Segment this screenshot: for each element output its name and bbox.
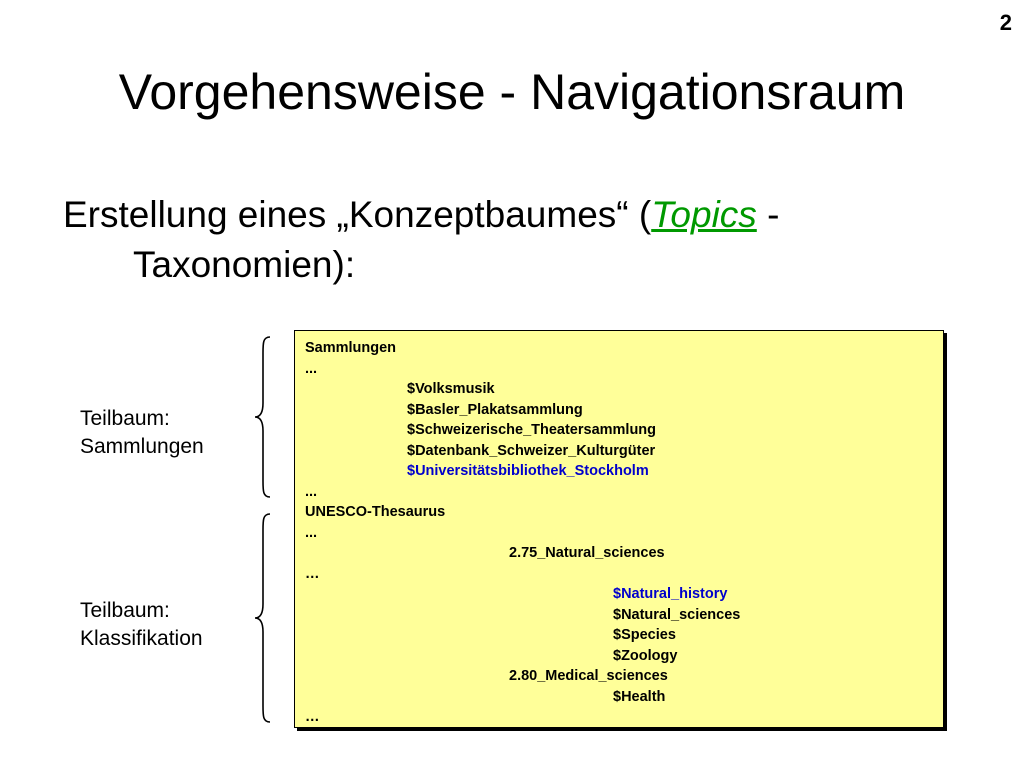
label-klassifikation-line1: Teilbaum:: [80, 599, 170, 622]
tree-item: $Zoology: [613, 647, 678, 664]
tree-item: ...: [305, 360, 318, 377]
tree-item: 2.75_Natural_sciences: [509, 545, 665, 561]
bullet-text-end: -: [756, 194, 780, 235]
slide-number: 2: [999, 10, 1012, 35]
tree-item: $Datenbank_Schweizer_Kulturgüter: [407, 442, 656, 459]
bullet-text-line2: Taxonomien):: [133, 244, 356, 285]
tree-item: $Natural_history: [613, 586, 728, 602]
tree-item: …: [305, 565, 320, 582]
tree-item: ...: [305, 524, 318, 541]
label-sammlungen-line1: Teilbaum:: [80, 407, 170, 430]
bullet-text-start: Erstellung eines „Konzeptbaumes“ (: [63, 194, 652, 235]
tree-item: …: [305, 709, 320, 725]
tree-item: 2.80_Medical_sciences: [509, 668, 668, 684]
tree-item: $Universitätsbibliothek_Stockholm: [407, 463, 649, 479]
tree-item: UNESCO-Thesaurus: [305, 504, 446, 520]
tree-item: $Natural_sciences: [613, 606, 741, 623]
topics-link[interactable]: Topics: [651, 194, 757, 235]
label-klassifikation-line2: Klassifikation: [80, 627, 203, 650]
tree-item: Sammlungen: [305, 340, 397, 356]
brace-sammlungen-icon: [252, 335, 274, 499]
tree-item: ...: [305, 483, 318, 500]
label-sammlungen-line2: Sammlungen: [80, 435, 204, 458]
label-teilbaum-klassifikation: [80, 597, 203, 653]
label-teilbaum-sammlungen: [80, 405, 204, 461]
tree-item: $Volksmusik: [407, 381, 495, 397]
tree-item: $Basler_Plakatsammlung: [407, 401, 583, 418]
bullet-point: [63, 190, 963, 290]
tree-item: $Species: [613, 627, 676, 643]
concept-tree-box: [294, 330, 944, 728]
tree-item: $Health: [613, 688, 666, 705]
slide-title: Vorgehensweise - Navigationsraum: [118, 64, 906, 120]
tree-item: $Schweizerische_Theatersammlung: [407, 422, 657, 438]
brace-klassifikation-icon: [252, 512, 274, 724]
